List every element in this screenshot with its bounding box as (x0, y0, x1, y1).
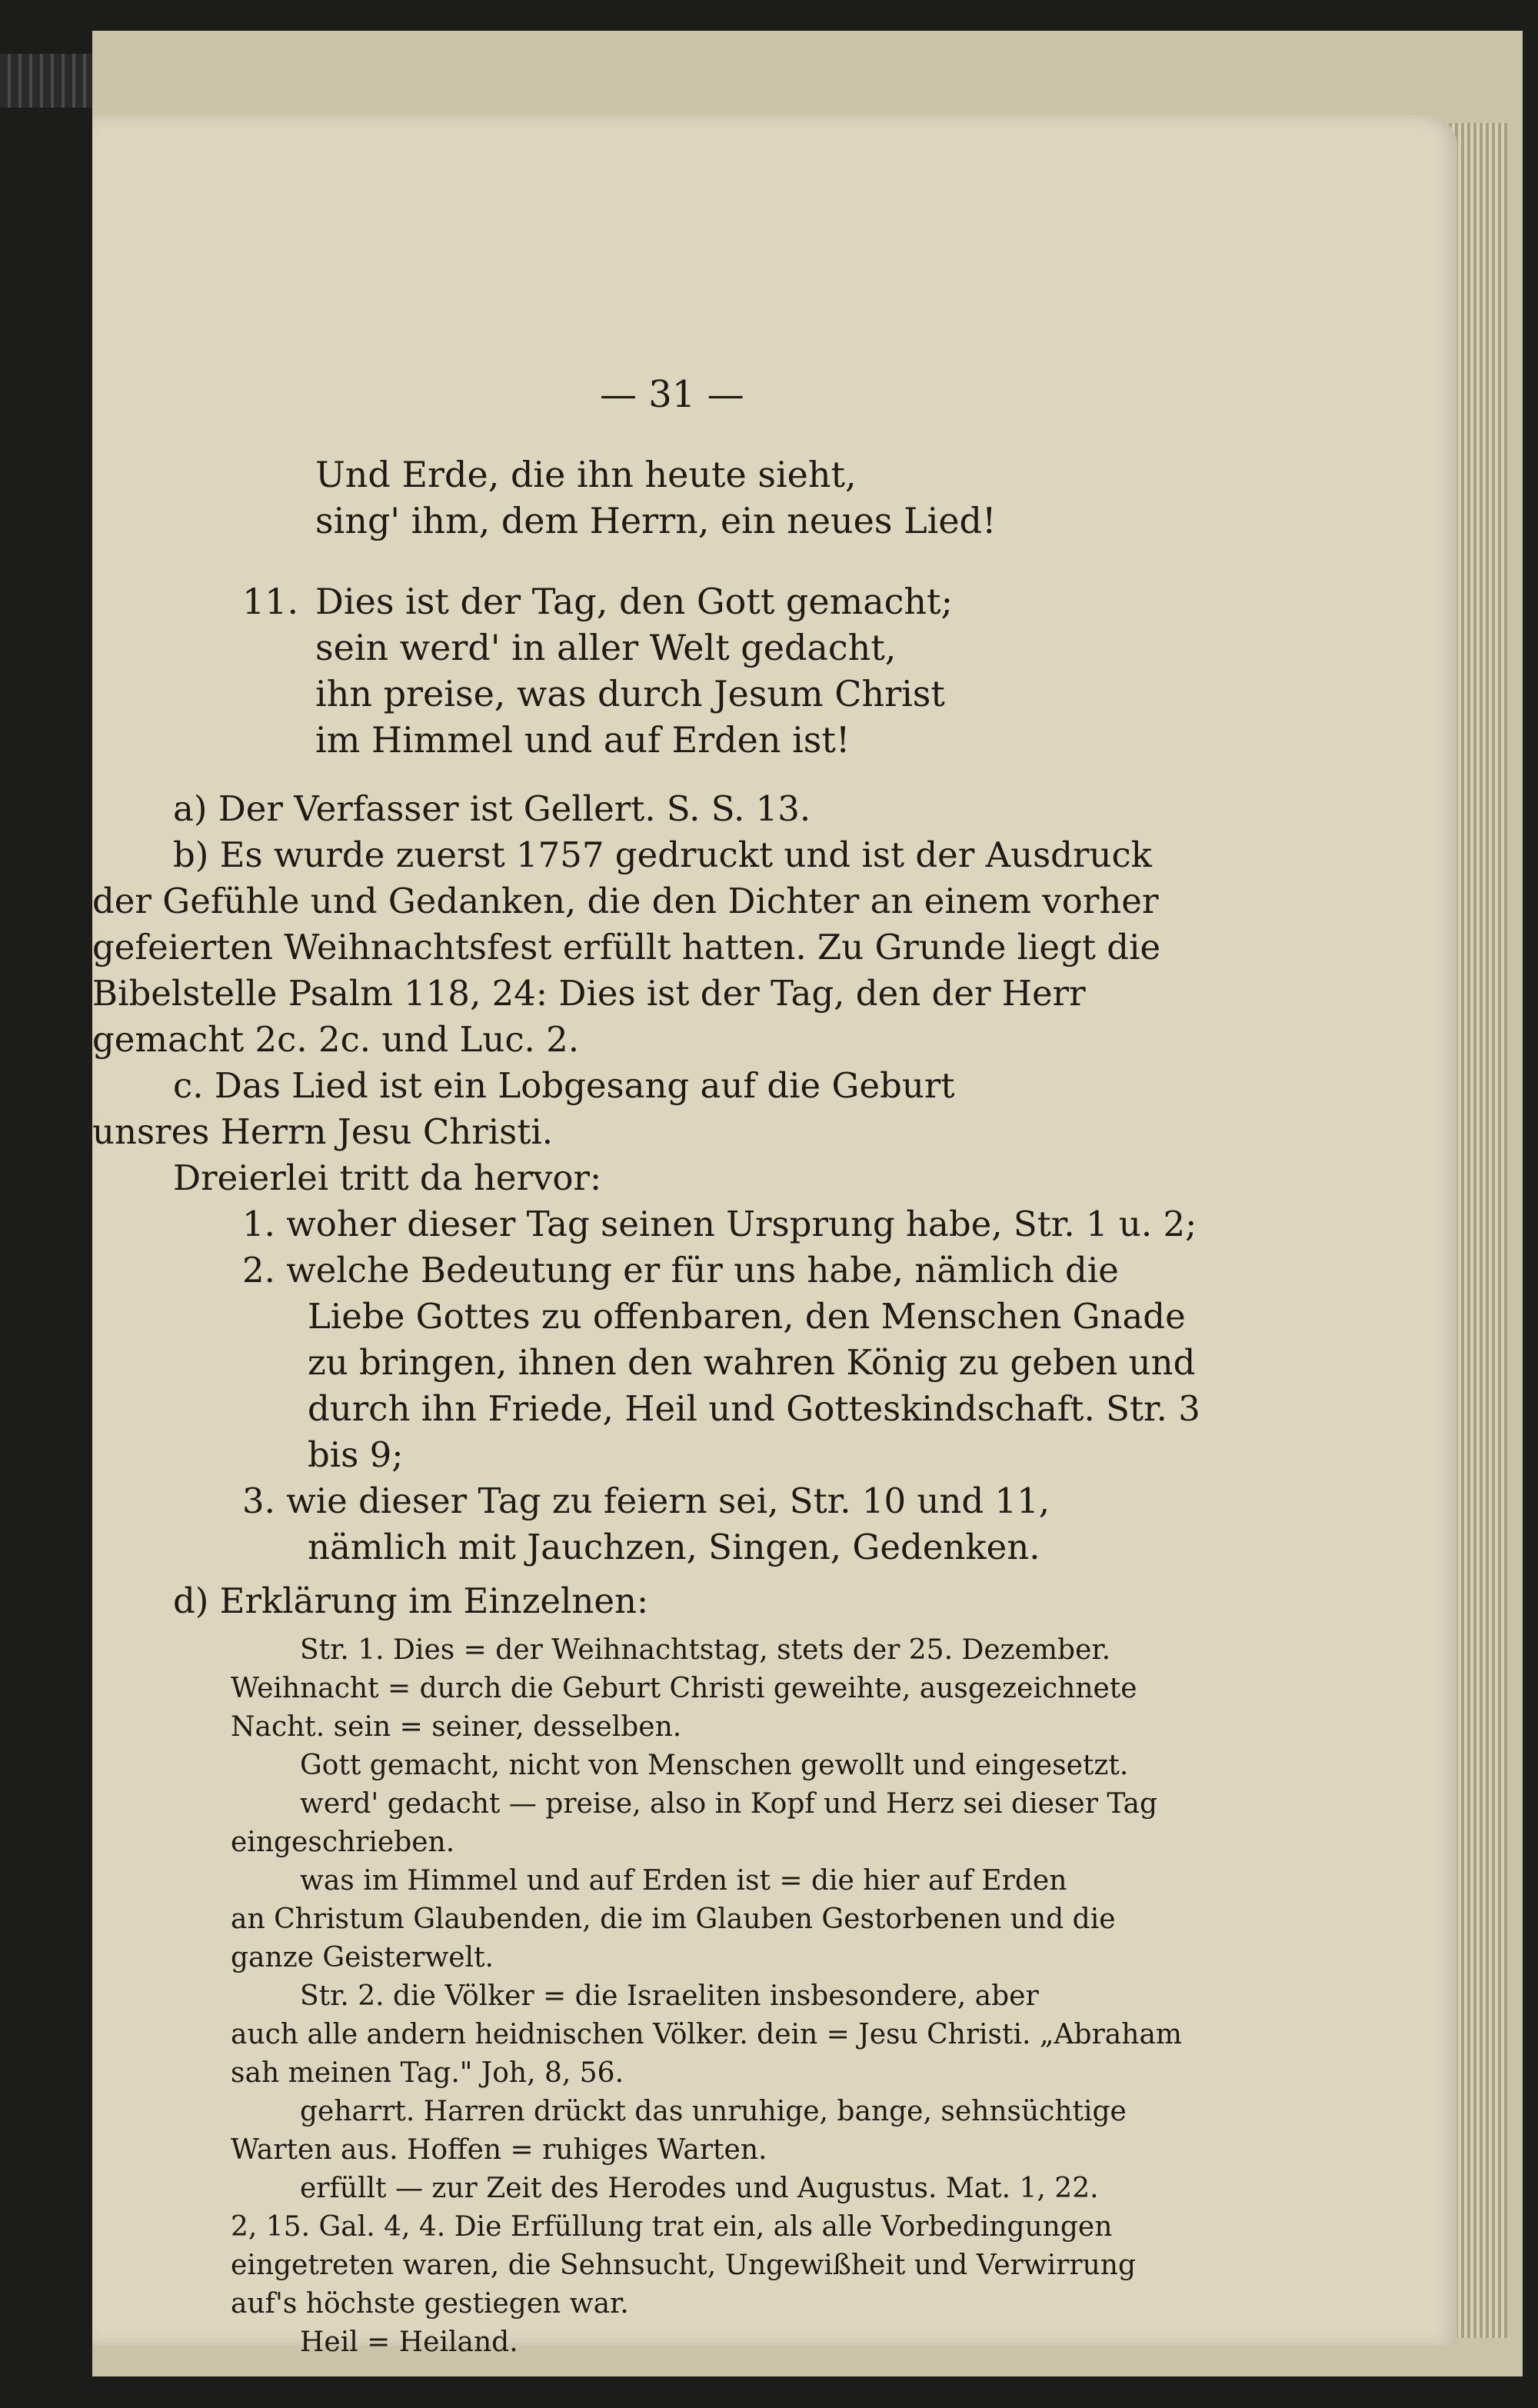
explanation-line: Gott gemacht, nicht von Menschen gewollt und eingesetzt. (300, 1750, 1129, 1781)
note-line: a) Der Verfasser ist Gellert. S. S. 13. (173, 788, 811, 829)
note-line: Liebe Gottes zu offenbaren, den Menschen Gnade (308, 1296, 1186, 1337)
note-line: c. Das Lied ist ein Lobgesang auf die Geburt (173, 1065, 955, 1106)
explanation-line: eingetreten waren, die Sehnsucht, Ungewißheit und Verwirrung (231, 2250, 1136, 2281)
explanation-line: erfüllt — zur Zeit des Herodes und Augustus. Mat. 1, 22. (300, 2173, 1099, 2204)
explanation-line: auch alle andern heidnischen Völker. dein = Jesu Christi. „Abraham (231, 2019, 1183, 2050)
note-line: gefeierten Weihnachtsfest erfüllt hatten. Zu Grunde liegt die (92, 927, 1161, 968)
verse-number: 11. (242, 581, 299, 622)
verse-line: Und Erde, die ihn heute sieht, (315, 454, 857, 495)
page-text (92, 115, 1457, 2358)
note-line: unsres Herrn Jesu Christi. (92, 1111, 554, 1152)
note-line: gemacht 2c. 2c. und Luc. 2. (92, 1019, 580, 1060)
explanation-line: Warten aus. Hoffen = ruhiges Warten. (231, 2134, 767, 2166)
explanation-line: was im Himmel und auf Erden ist = die hier auf Erden (300, 1865, 1067, 1897)
explanation-line: werd' gedacht — preise, also in Kopf und Herz sei dieser Tag (300, 1788, 1158, 1820)
explanation-line: Weihnacht = durch die Geburt Christi geweihte, ausgezeichnete (231, 1673, 1137, 1704)
explanation-line: an Christum Glaubenden, die im Glauben Gestorbenen und die (231, 1903, 1116, 1935)
explanation-line: Heil = Heiland. (300, 2326, 518, 2358)
note-line: Bibelstelle Psalm 118, 24: Dies ist der Tag, den der Herr (92, 973, 1086, 1014)
note-line: d) Erklärung im Einzelnen: (173, 1580, 649, 1621)
explanation-line: geharrt. Harren drückt das unruhige, bange, sehnsüchtige (300, 2096, 1127, 2127)
verse-line: sing' ihm, dem Herrn, ein neues Lied! (315, 500, 997, 541)
note-line: Dreierlei tritt da hervor: (173, 1157, 602, 1198)
verse-line: im Himmel und auf Erden ist! (315, 719, 851, 761)
explanation-line: Str. 2. die Völker = die Israeliten insbesondere, aber (300, 1980, 1039, 2012)
explanation-line: auf's höchste gestiegen war. (231, 2288, 629, 2320)
note-line: b) Es wurde zuerst 1757 gedruckt und ist der Ausdruck (173, 834, 1152, 875)
book-spine (0, 54, 92, 108)
page-number: — 31 — (600, 373, 744, 416)
note-line: der Gefühle und Gedanken, die den Dichter an einem vorher (92, 881, 1159, 921)
note-line: durch ihn Friede, Heil und Gotteskindschaft. Str. 3 (308, 1388, 1200, 1429)
note-line: nämlich mit Jauchzen, Singen, Gedenken. (308, 1527, 1040, 1567)
note-line: zu bringen, ihnen den wahren König zu geben und (308, 1342, 1196, 1383)
explanation-line: 2, 15. Gal. 4, 4. Die Erfüllung trat ein, als alle Vorbedingungen (231, 2211, 1113, 2243)
note-line: 2. welche Bedeutung er für uns habe, nämlich die (242, 1250, 1119, 1291)
verse-line: Dies ist der Tag, den Gott gemacht; (315, 581, 954, 622)
note-line: 3. wie dieser Tag zu feiern sei, Str. 10 und 11, (242, 1480, 1050, 1521)
explanation-line: eingeschrieben. (231, 1827, 455, 1858)
note-line: bis 9; (308, 1434, 404, 1475)
explanation-line: sah meinen Tag." Joh, 8, 56. (231, 2057, 624, 2089)
explanation-line: Str. 1. Dies = der Weihnachtstag, stets der 25. Dezember. (300, 1634, 1111, 1666)
verse-line: ihn preise, was durch Jesum Christ (315, 673, 945, 714)
book-page (92, 115, 1457, 2358)
explanation-line: ganze Geisterwelt. (231, 1942, 494, 1973)
verse-line: sein werd' in aller Welt gedacht, (315, 627, 897, 668)
explanation-line: Nacht. sein = seiner, desselben. (231, 1711, 682, 1743)
note-line: 1. woher dieser Tag seinen Ursprung habe, Str. 1 u. 2; (242, 1204, 1197, 1244)
